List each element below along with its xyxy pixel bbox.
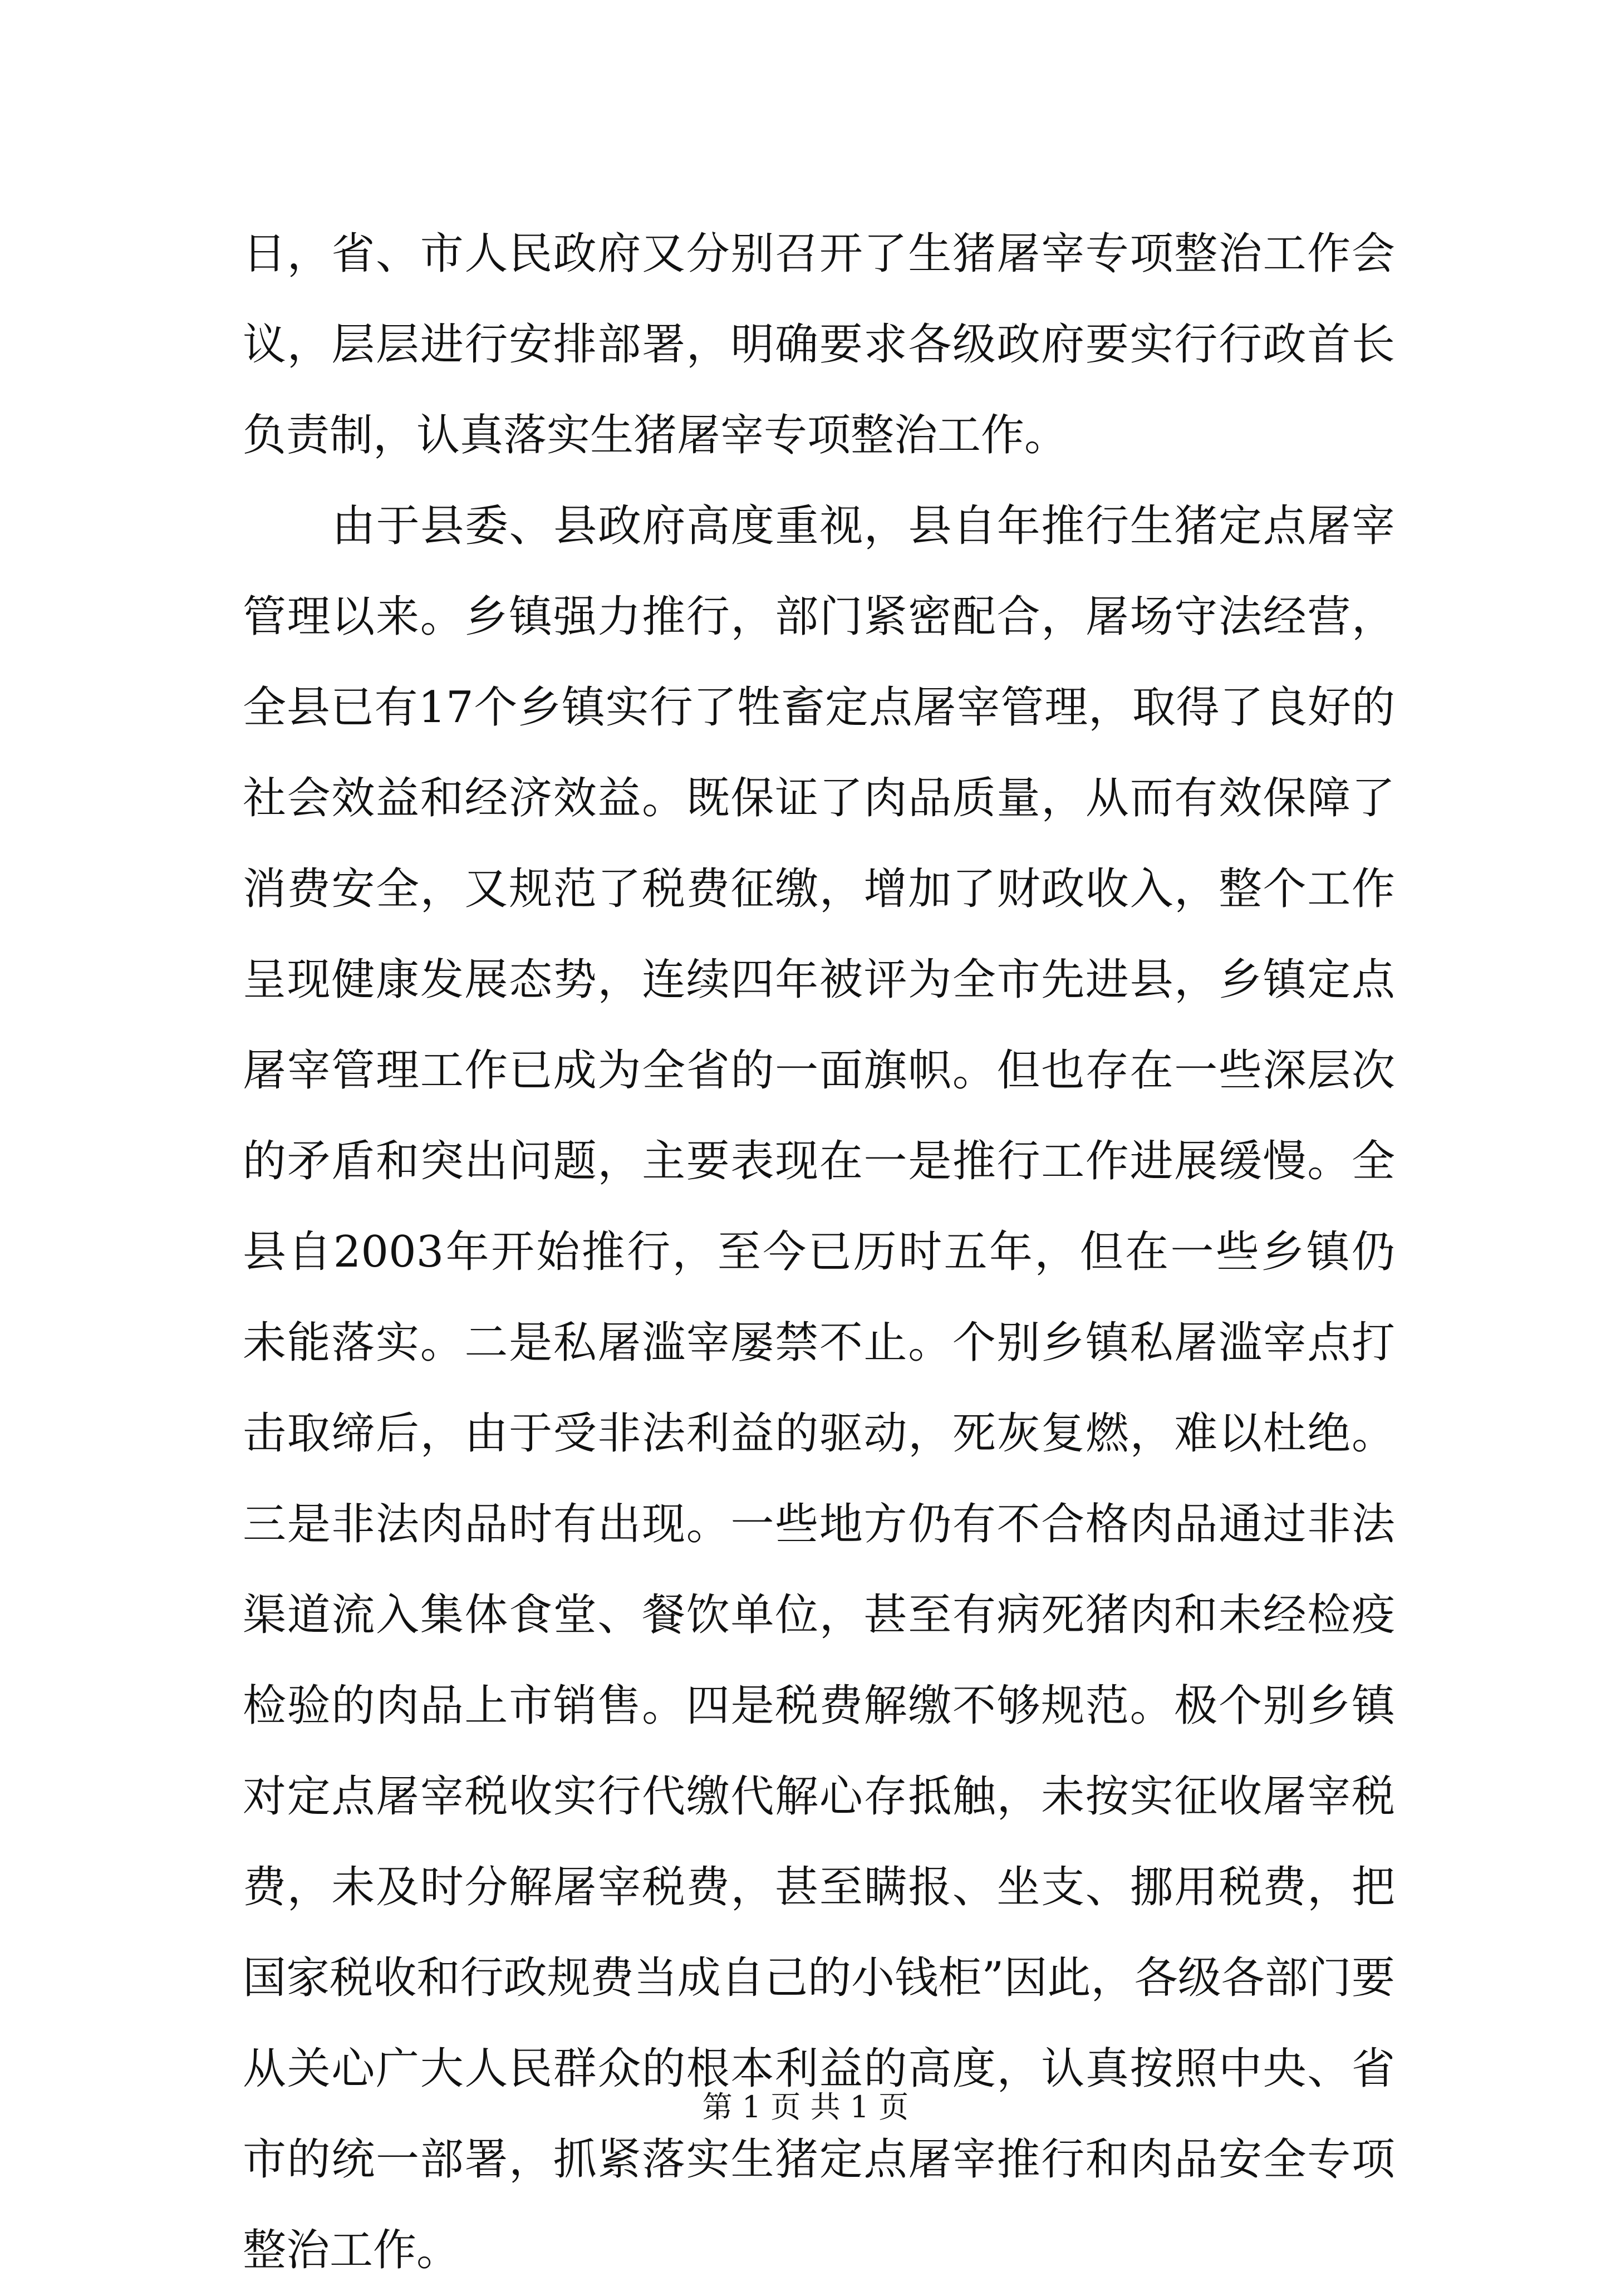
paragraph-main: 由于县委、县政府高度重视，县自年推行生猪定点屠宰管理以来。乡镇强力推行，部门紧密配合，屠场守法经营，全县已有17个乡镇实行了牲畜定点屠宰管理，取得了良好的社会效益和经济效益。既保证了肉品质量，从而有效保障了消费安全，又规范了税费征缴，增加了财政收入，整个工作呈现健康发展态势，连续四年被评为全市先进县，乡镇定点屠宰管理工作已成为全省的一面旗帜。但也存在一些深层次的矛盾和突出问题，主要表现在一是推行工作进展缓慢。全县自2003年开始推行，至今已历时五年，但在一些乡镇仍未能落实。二是私屠滥宰屡禁不止。个别乡镇私屠滥宰点打击取缔后，由于受非法利益的驱动，死灰复燃，难以杜绝。三是非法肉品时有出现。一些地方仍有不合格肉品通过非法渠道流入集体食堂、餐饮单位，甚至有病死猪肉和未经检疫检验的肉品上市销售。四是税费解缴不够规范。极个别乡镇对定点屠宰税收实行代缴代解心存抵触，未按实征收屠宰税费，未及时分解屠宰税费，甚至瞒报、坐支、挪用税费，把国家税收和行政规费当成自己的小钱柜”因此，各级各部门要从关心广大人民群众的根本利益的高度，认真按照中央、省市的统一部署，抓紧落实生猪定点屠宰推行和肉品安全专项整治工作。	[243, 501, 1395, 2275]
paragraph-continuation: 日，省、市人民政府又分别召开了生猪屠宰专项整治工作会议，层层进行安排部署，明确要求各级政府要实行行政首长负责制，认真落实生猪屠宰专项整治工作。	[243, 229, 1395, 460]
document-body	[243, 209, 1395, 2296]
page-footer: 第 1 页 共 1 页	[702, 2089, 909, 2125]
